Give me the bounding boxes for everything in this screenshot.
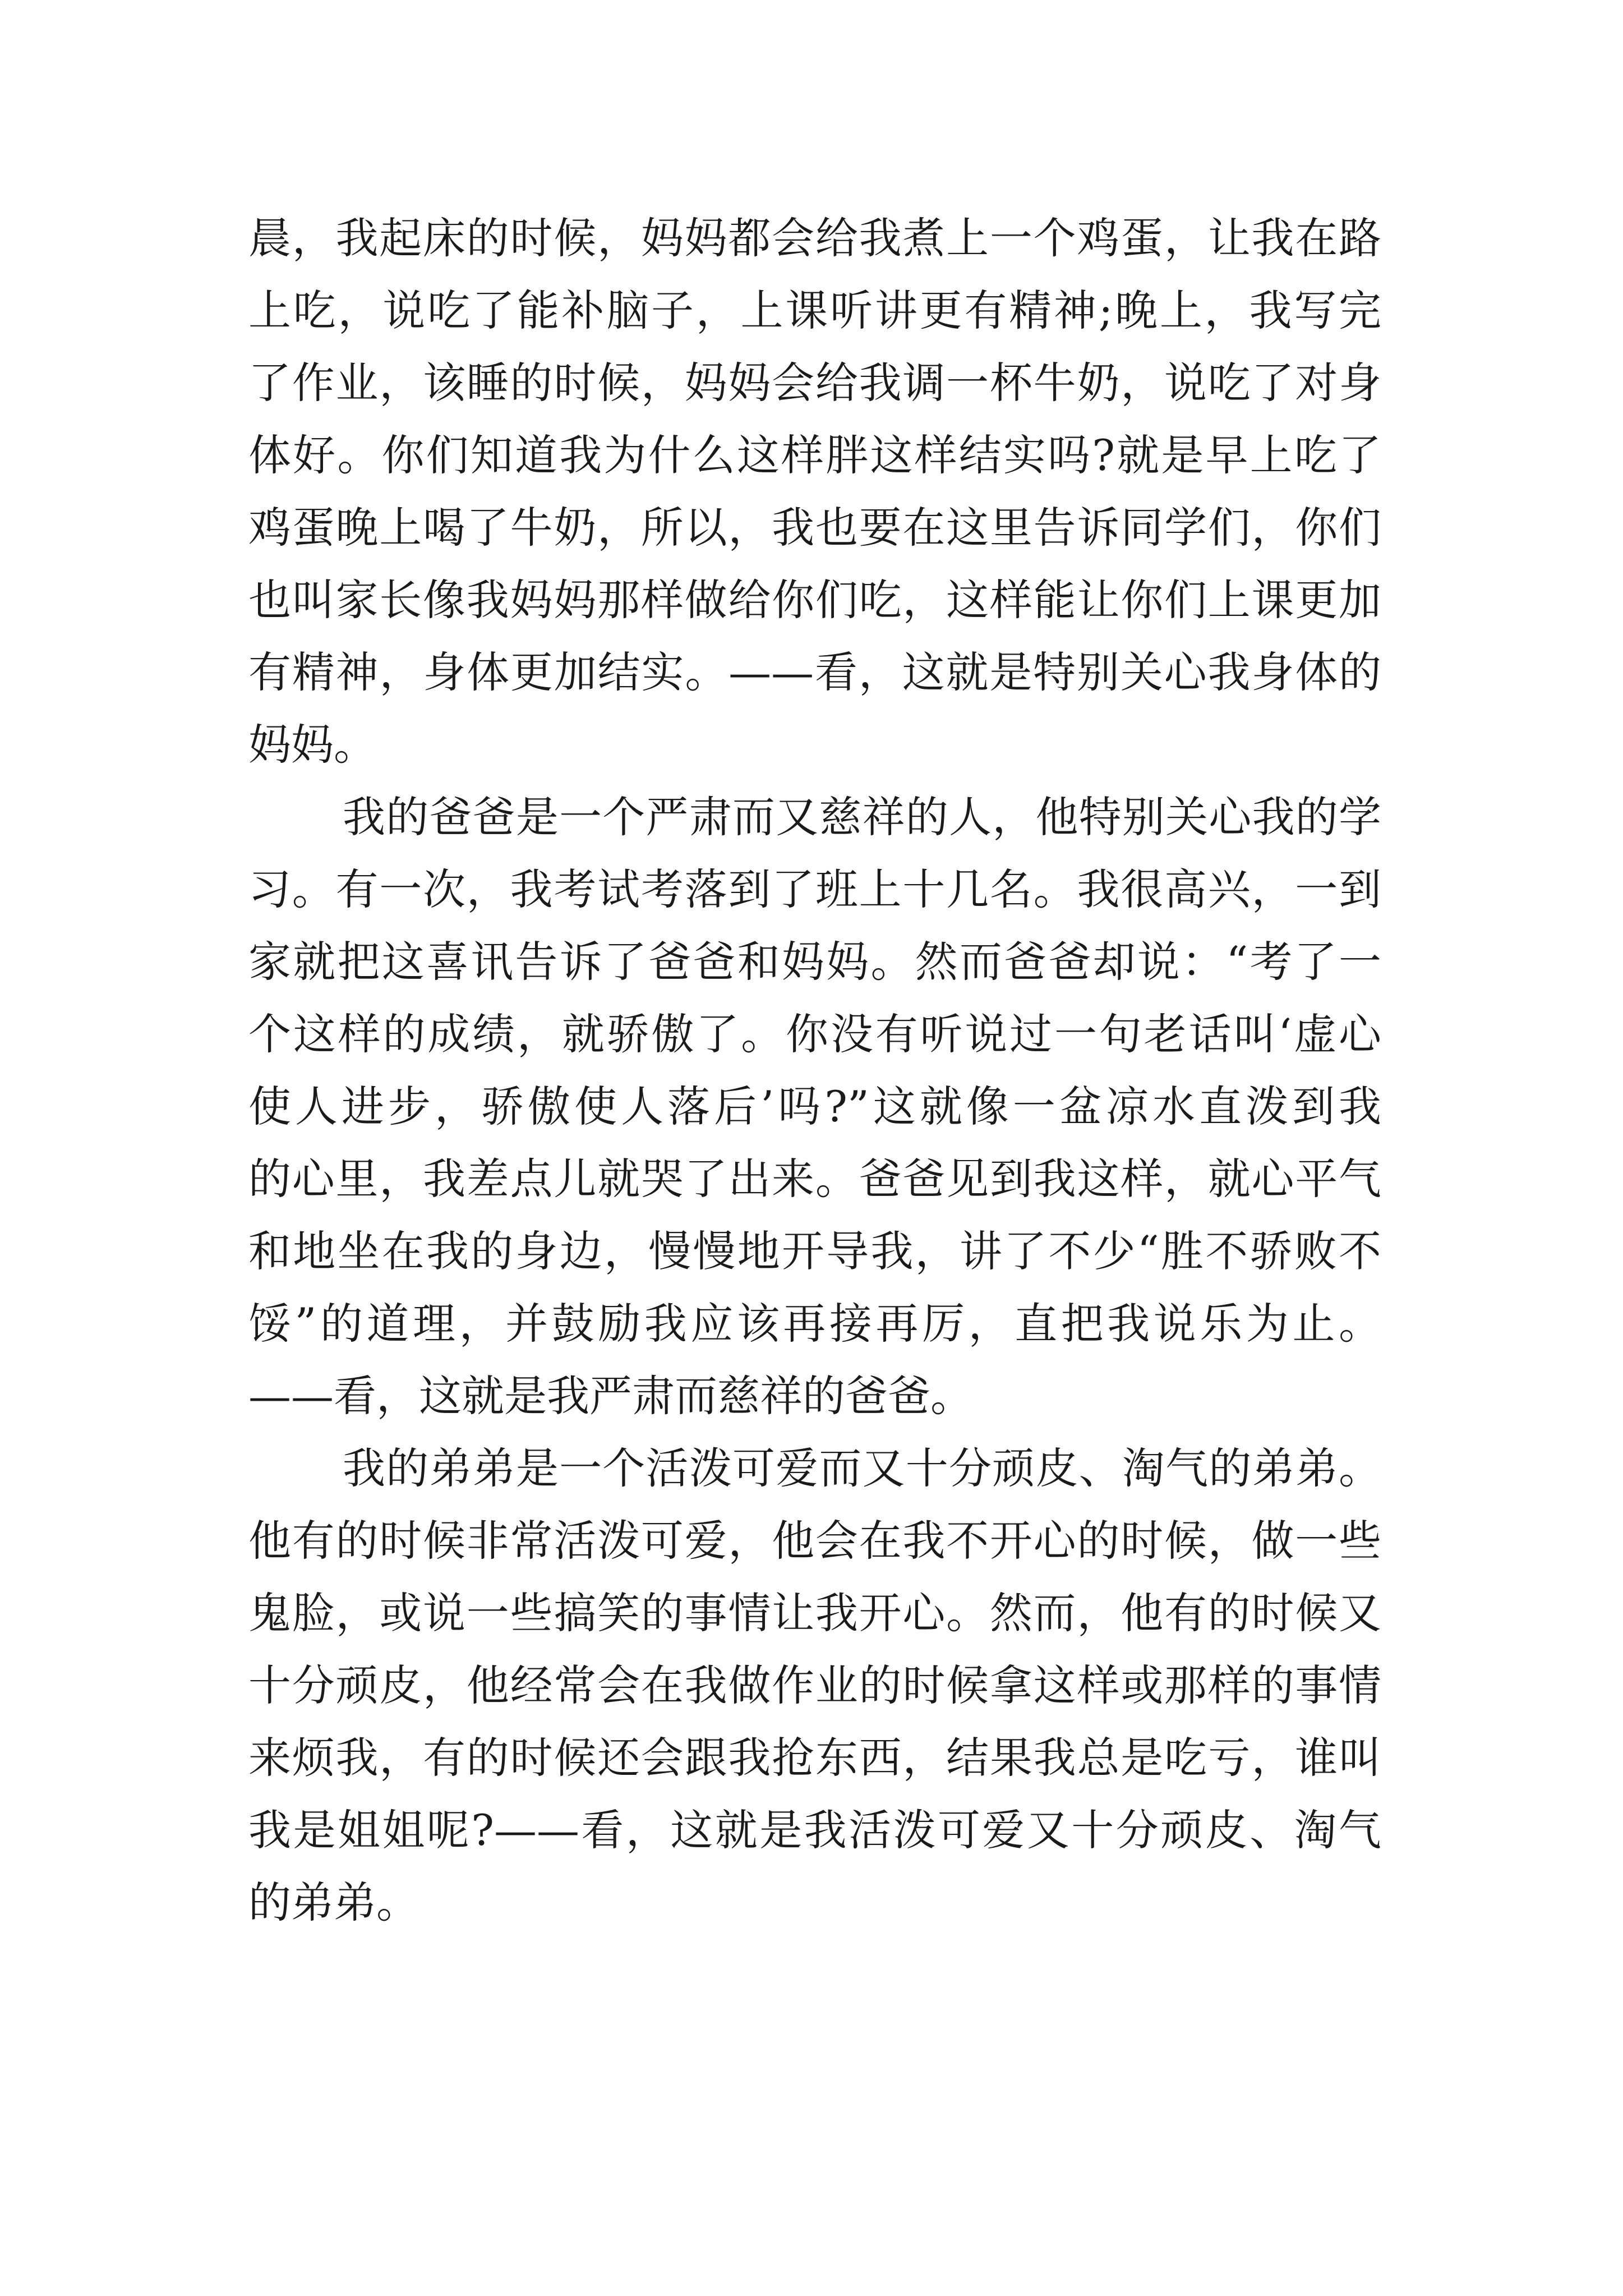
text-line: 十分顽皮，他经常会在我做作业的时候拿这样或那样的事情	[248, 1660, 1381, 1710]
text-line: 个这样的成绩，就骄傲了。你没有听说过一句老话叫‘虚心	[248, 1009, 1381, 1059]
paragraph-brother	[248, 1432, 1381, 1939]
text-line: 我是姐姐呢?——看，这就是我活泼可爱又十分顽皮、淘气	[248, 1805, 1381, 1855]
text-line: 鬼脸，或说一些搞笑的事情让我开心。然而，他有的时候又	[248, 1588, 1381, 1638]
text-line: 晨，我起床的时候，妈妈都会给我煮上一个鸡蛋，让我在路	[248, 213, 1381, 263]
text-line: 上吃，说吃了能补脑子，上课听讲更有精神;晚上，我写完	[248, 286, 1381, 335]
text-line: 和地坐在我的身边，慢慢地开导我，讲了不少“胜不骄败不	[248, 1226, 1381, 1276]
text-line: 我的弟弟是一个活泼可爱而又十分顽皮、淘气的弟弟。	[343, 1443, 1381, 1493]
text-line: 的心里，我差点儿就哭了出来。爸爸见到我这样，就心平气	[248, 1154, 1381, 1204]
paragraph-father	[248, 781, 1381, 1432]
text-line: 了作业，该睡的时候，妈妈会给我调一杯牛奶，说吃了对身	[248, 358, 1381, 408]
text-line: 馁”的道理，并鼓励我应该再接再厉，直把我说乐为止。	[248, 1299, 1381, 1349]
text-line: 我的爸爸是一个严肃而又慈祥的人，他特别关心我的学	[343, 792, 1381, 842]
text-line: 的弟弟。	[248, 1878, 419, 1927]
text-line: 他有的时候非常活泼可爱，他会在我不开心的时候，做一些	[248, 1516, 1381, 1566]
text-line: 也叫家长像我妈妈那样做给你们吃，这样能让你们上课更加	[248, 575, 1381, 625]
text-line: 体好。你们知道我为什么这样胖这样结实吗?就是早上吃了	[248, 430, 1381, 480]
document-body	[248, 202, 1381, 1939]
text-line: 习。有一次，我考试考落到了班上十几名。我很高兴，一到	[248, 864, 1381, 914]
text-line: 有精神，身体更加结实。——看，这就是特别关心我身体的	[248, 647, 1381, 697]
text-line: 鸡蛋晚上喝了牛奶，所以，我也要在这里告诉同学们，你们	[248, 503, 1381, 553]
text-line: 使人进步，骄傲使人落后’吗?”这就像一盆凉水直泼到我	[248, 1082, 1381, 1131]
text-line: 来烦我，有的时候还会跟我抢东西，结果我总是吃亏，谁叫	[248, 1733, 1381, 1783]
text-line: 妈妈。	[248, 720, 376, 770]
text-line: 家就把这喜讯告诉了爸爸和妈妈。然而爸爸却说：“考了一	[248, 937, 1381, 987]
text-line: ——看，这就是我严肃而慈祥的爸爸。	[248, 1371, 973, 1421]
paragraph-mother	[248, 202, 1381, 781]
